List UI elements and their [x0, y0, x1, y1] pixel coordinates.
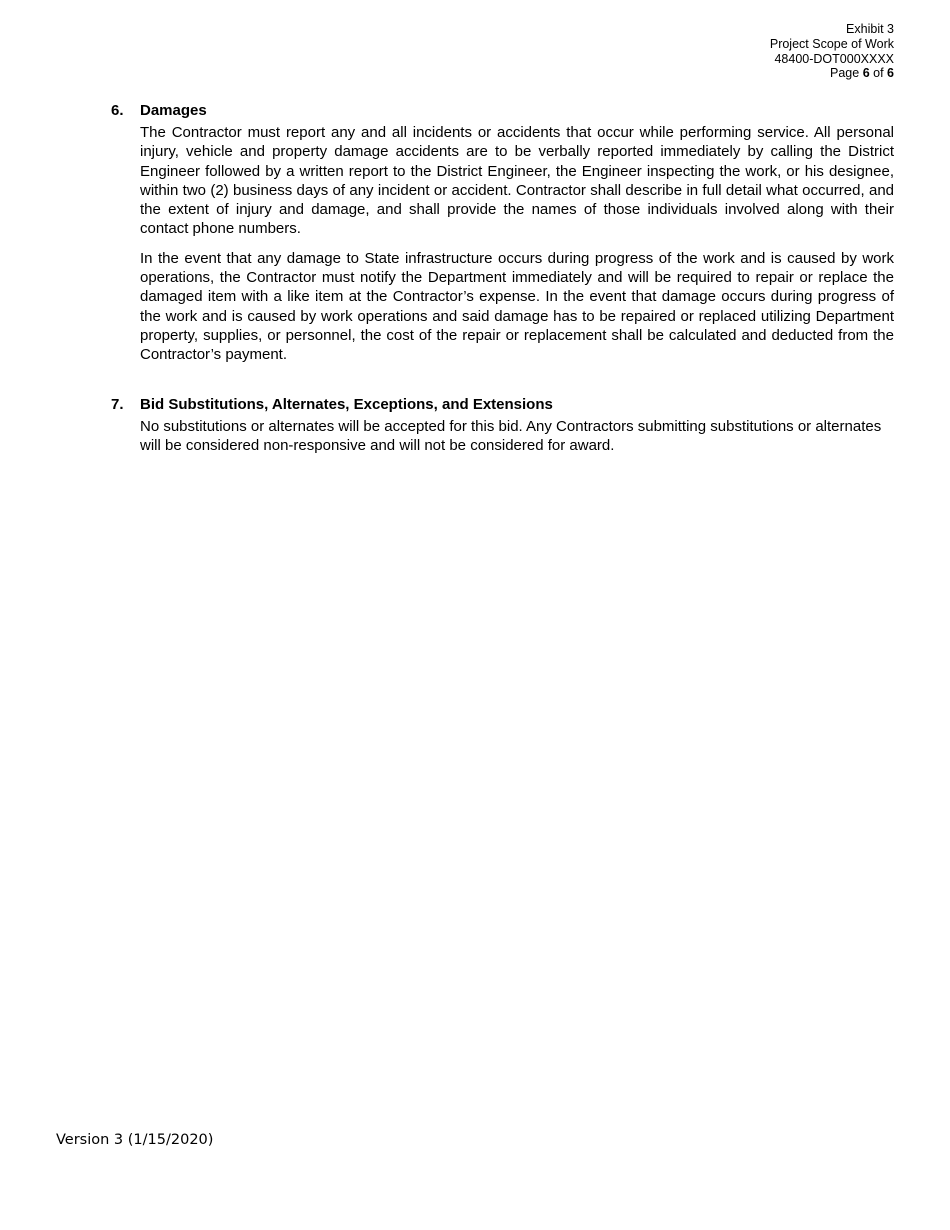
- section-bid-substitutions: [111, 395, 894, 456]
- page-indicator: [770, 66, 894, 81]
- damages-paragraph-1: The Contractor must report any and all incidents or accidents that occur while performing service. All personal injury, vehicle and property damage accidents are to be verbally reported immediately by calling the District Engineer followed by a written report to the District Engineer, the Engineer inspecting the work, or his designee, within two (2) business days of any incident or accident. Contractor shall describe in full detail what occurred, and the extent of injury and damage, and shall provide the names of those individuals involved along with their contact phone numbers.: [140, 124, 894, 238]
- section-number: 7.: [111, 396, 124, 413]
- page-prefix: Page: [830, 66, 860, 81]
- section-number: 6.: [111, 102, 124, 119]
- section-title: Bid Substitutions, Alternates, Exceptions, and Extensions: [140, 396, 553, 413]
- document-title: Project Scope of Work: [769, 36, 894, 51]
- document-number: 48400-DOT000XXXX: [774, 51, 894, 66]
- page-of: of: [873, 66, 884, 81]
- bid-substitutions-paragraph: No substitutions or alternates will be accepted for this bid. Any Contractors submitting substitutions or alternates will be considered non-responsive and will not be considered for award.: [140, 418, 882, 455]
- damages-paragraph-2: In the event that any damage to State infrastructure occurs during progress of the work and is caused by work operations, the Contractor must notify the Department immediately and will be required to repair or replace the damaged item with a like item at the Contractor’s expense. In the event that damage occurs during progress of the work and is caused by work operations and said damage has to be repaired or replaced utilizing Department property, supplies, or personnel, the cost of the repair or replacement shall be calculated and deducted from the Contractor’s payment.: [140, 249, 894, 364]
- page-total: 6: [887, 66, 894, 81]
- page-header: [770, 22, 894, 81]
- section-damages: [111, 101, 894, 365]
- section-title: Damages: [140, 102, 207, 119]
- page-current: 6: [862, 66, 870, 81]
- version-footer: Version 3 (1/15/2020): [56, 1132, 214, 1148]
- exhibit-label: Exhibit 3: [846, 22, 894, 36]
